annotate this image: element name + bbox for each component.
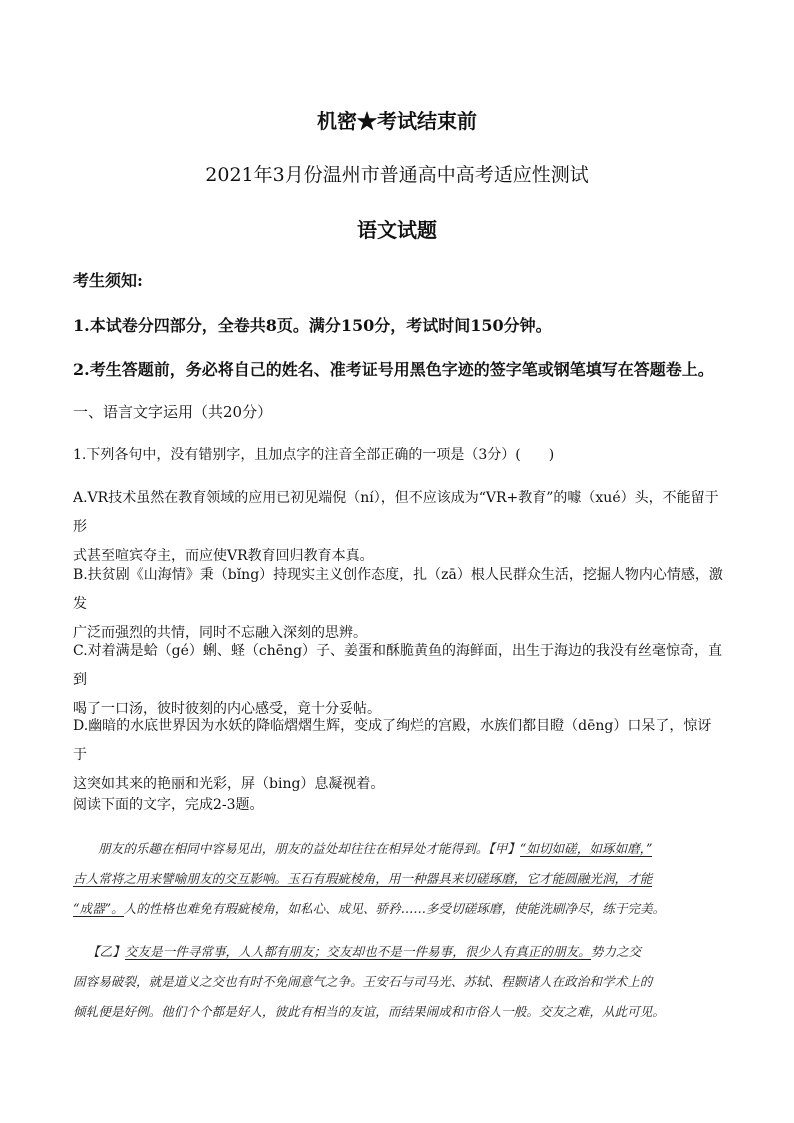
option-a	[73, 484, 723, 571]
passage-text: 人的性格也难免有瑕疵棱角，如私心、成见、骄矜……多受切磋琢磨，使能洗刷净尽，练于完美。	[123, 901, 666, 916]
option-d-line-1: D.幽暗的水底世界因为水妖的降临熠熠生辉，变成了绚烂的宫殿，水族们都目瞪（dēng）口呆了，惊讶于	[73, 718, 712, 763]
option-b	[73, 561, 723, 648]
section-heading: 一、语言文字运用（共20分）	[73, 403, 273, 421]
option-d	[73, 712, 723, 799]
reading-intro: 阅读下面的文字，完成2-3题。	[73, 797, 264, 813]
passage-paragraph-2	[73, 937, 741, 1027]
option-c	[73, 637, 723, 724]
option-b-line-2: 广泛而强烈的共情，同时不忘融入深刻的思辨。	[73, 625, 367, 641]
instruction-item-1: 1.本试卷分四部分，全卷共8页。满分150分，考试时间150分钟。	[73, 316, 552, 335]
passage-line	[73, 834, 741, 864]
passage-text: 朋友的乐趣在相同中容易见出，朋友的益处却往往在相异处才能得到。【甲】	[98, 841, 520, 856]
option-c-line-1: C.对着满是蛤（gé）蜊、蛏（chēng）子、姜蛋和酥脆黄鱼的海鲜面，出生于海边的我没有丝毫惊奇，直到	[73, 643, 723, 688]
underlined-text: 古人常将之用来譬喻朋友的交互影响。玉石有瑕疵棱角，用一种器具来切磋琢磨，它才能圆融光润，才能	[73, 871, 653, 886]
exam-title: 2021年3月份温州市普通高中高考适应性测试	[205, 164, 589, 186]
underlined-text: “成器”。	[73, 901, 124, 916]
underlined-text: “如切如磋，如琢如磨，”	[519, 841, 653, 856]
option-b-line-1: B.扶贫剧《山海情》秉（bǐng）持现实主义创作态度，扎（zā）根人民群众生活，挖掘人物内心情感，激发	[73, 567, 723, 612]
option-d-line-2: 这突如其来的艳丽和光彩，屏（bing）息凝视着。	[73, 776, 385, 792]
passage-line	[73, 937, 741, 967]
passage-text: 势力之交	[590, 944, 642, 959]
option-a-line-2: 式甚至喧宾夺主，而应使VR教育回归教育本真。	[73, 548, 374, 564]
instruction-item-2: 2.考生答题前，务必将自己的姓名、准考证号用黑色字迹的签字笔或钢笔填写在答题卷上。	[73, 360, 714, 379]
option-a-line-1: A.VR技术虽然在教育领域的应用已初见端倪（ní），但不应该成为“VR+教育”的噱（xué）头，不能留于形	[73, 490, 719, 535]
question-1-stem: 1.下列各句中，没有错别字，且加点字的注音全部正确的一项是（3分）( )	[73, 447, 555, 463]
passage-label: 【乙】	[87, 944, 125, 959]
subject-title: 语文试题	[357, 218, 437, 242]
passage-line: 固容易破裂，就是道义之交也有时不免闹意气之争。王安石与司马光、苏轼、程颢诸人在政治和学术上的	[73, 974, 653, 989]
passage-line	[73, 894, 741, 924]
passage-line: 倾轧便是好例。他们个个都是好人，彼此有相当的友谊，而结果闹成和市俗人一般。交友之难，从此可见。	[73, 1004, 665, 1019]
option-c-line-2: 喝了一口汤，彼时彼刻的内心感受，竟十分妥帖。	[73, 701, 381, 717]
confidential-label: 机密★考试结束前	[317, 109, 477, 133]
underlined-text: 交友是一件寻常事，人人都有朋友；交友却也不是一件易事，很少人有真正的朋友。	[124, 944, 591, 959]
passage-paragraph-1	[73, 834, 741, 924]
passage-line	[73, 864, 741, 894]
instructions-heading: 考生须知:	[73, 271, 143, 290]
